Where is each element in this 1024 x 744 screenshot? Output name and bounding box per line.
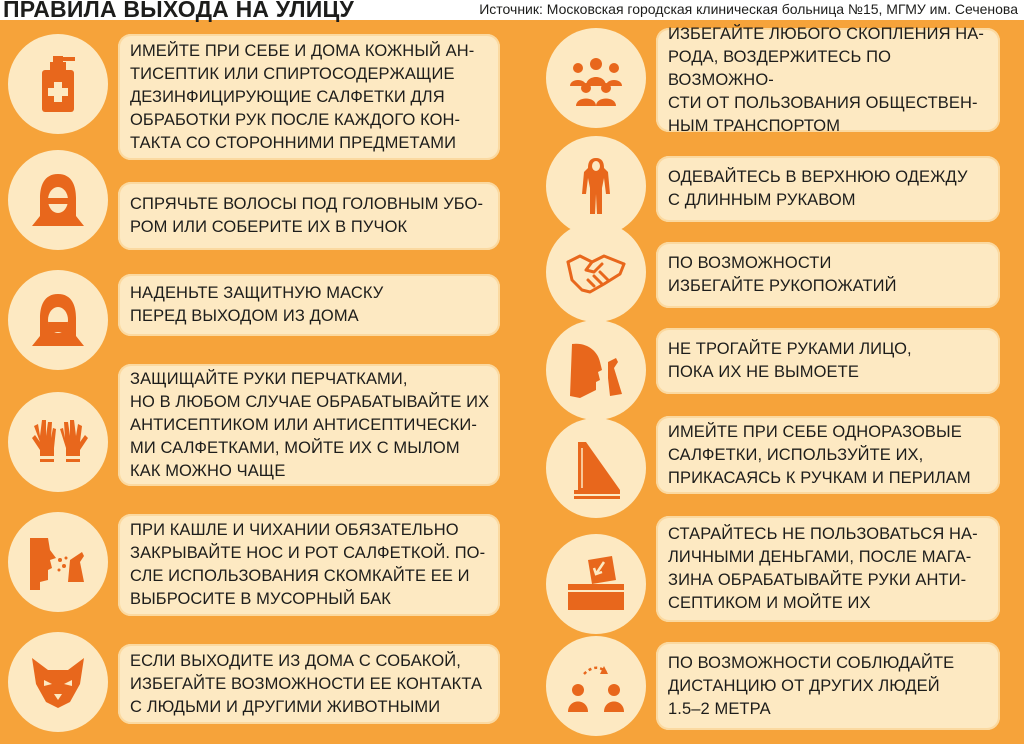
tip-text: ИМЕЙТЕ ПРИ СЕБЕ И ДОМА КОЖНЫЙ АН- ТИСЕПТИК ИЛИ СПИРТОСОДЕРЖАЩИЕ ДЕЗИНФИЦИРУЮЩИЕ САЛФЕТКИ ДЛЯ ОБРАБОТКИ РУК ПОСЛЕ КАЖДОГО КОН- ТАКТА СО СТОРОННИМИ ПРЕДМЕТАМИ bbox=[130, 41, 475, 152]
handshake-icon bbox=[546, 222, 646, 322]
tip-text: СТАРАЙТЕСЬ НЕ ПОЛЬЗОВАТЬСЯ НА- ЛИЧНЫМИ ДЕНЬГАМИ, ПОСЛЕ МАГА- ЗИНА ОБРАБАТЫВАЙТЕ РУКИ АНТИ- СЕПТИКОМ И МОЙТЕ ИХ bbox=[668, 525, 978, 612]
crowd-glyph bbox=[564, 46, 628, 110]
sanitizer-bottle-glyph bbox=[26, 52, 90, 116]
cash-glyph bbox=[564, 552, 628, 616]
tip-text: ОДЕВАЙТЕСЬ В ВЕРХНЮЮ ОДЕЖДУ С ДЛИННЫМ РУКАВОМ bbox=[668, 168, 968, 209]
tip-text: НЕ ТРОГАЙТЕ РУКАМИ ЛИЦО, ПОКА ИХ НЕ ВЫМОЕТЕ bbox=[668, 340, 912, 381]
tip-text: СПРЯЧЬТЕ ВОЛОСЫ ПОД ГОЛОВНЫМ УБО- РОМ ИЛИ СОБЕРИТЕ ИХ В ПУЧОК bbox=[130, 195, 484, 236]
napkins-glyph bbox=[564, 436, 628, 500]
face-mask-icon bbox=[8, 270, 108, 370]
crowd-icon bbox=[546, 28, 646, 128]
source-caption: Источник: Московская городская клиническая больница №15, МГМУ им. Сеченова bbox=[479, 1, 1018, 17]
tip-card bbox=[118, 644, 500, 724]
tip-text: НАДЕНЬТЕ ЗАЩИТНУЮ МАСКУ ПЕРЕД ВЫХОДОМ ИЗ ДОМА bbox=[130, 284, 384, 325]
protective-suit-glyph bbox=[564, 154, 628, 218]
tip-card bbox=[656, 242, 1000, 308]
napkins-icon bbox=[546, 418, 646, 518]
tip-text: ПО ВОЗМОЖНОСТИ ИЗБЕГАЙТЕ РУКОПОЖАТИЙ bbox=[668, 254, 897, 295]
tip-text: ПО ВОЗМОЖНОСТИ СОБЛЮДАЙТЕ ДИСТАНЦИЮ ОТ ДРУГИХ ЛЮДЕЙ 1.5–2 МЕТРА bbox=[668, 653, 955, 718]
gloves-glyph bbox=[26, 410, 90, 474]
tip-card bbox=[656, 516, 1000, 622]
tip-card bbox=[118, 514, 500, 616]
cash-icon bbox=[546, 534, 646, 634]
distance-icon bbox=[546, 636, 646, 736]
dog-icon bbox=[8, 632, 108, 732]
distance-glyph bbox=[564, 654, 628, 718]
protective-suit-icon bbox=[546, 136, 646, 236]
touch-face-glyph bbox=[564, 338, 628, 402]
tip-card bbox=[118, 274, 500, 336]
tip-text: ПРИ КАШЛЕ И ЧИХАНИИ ОБЯЗАТЕЛЬНО ЗАКРЫВАЙТЕ НОС И РОТ САЛФЕТКОЙ. ПО- СЛЕ ИСПОЛЬЗОВАНИЯ СКОМКАЙТЕ ЕЕ И ВЫБРОСИТЕ В МУСОРНЫЙ БАК bbox=[130, 521, 486, 608]
tip-text: ЗАЩИЩАЙТЕ РУКИ ПЕРЧАТКАМИ, НО В ЛЮБОМ СЛУЧАЕ ОБРАБАТЫВАЙТЕ ИХ АНТИСЕПТИКОМ ИЛИ АНТИСЕПТИЧЕСКИ- МИ САЛФЕТКАМИ, МОЙТЕ ИХ С МЫЛОМ КАК МОЖНО ЧАЩЕ bbox=[130, 369, 490, 480]
sanitizer-bottle-icon bbox=[8, 34, 108, 134]
sneeze-icon bbox=[8, 512, 108, 612]
tip-card bbox=[118, 34, 500, 160]
face-mask-glyph bbox=[26, 288, 90, 352]
dog-glyph bbox=[26, 650, 90, 714]
tip-text: ИМЕЙТЕ ПРИ СЕБЕ ОДНОРАЗОВЫЕ САЛФЕТКИ, ИСПОЛЬЗУЙТЕ ИХ, ПРИКАСАЯСЬ К РУЧКАМ И ПЕРИЛАМ bbox=[668, 422, 971, 487]
sneeze-glyph bbox=[26, 530, 90, 594]
head-covering-glyph bbox=[26, 168, 90, 232]
gloves-icon bbox=[8, 392, 108, 492]
head-covering-icon bbox=[8, 150, 108, 250]
tip-card bbox=[656, 24, 1000, 135]
tip-card bbox=[656, 328, 1000, 394]
tip-card bbox=[656, 156, 1000, 222]
touch-face-icon bbox=[546, 320, 646, 420]
handshake-glyph bbox=[564, 240, 628, 304]
page-title: ПРАВИЛА ВЫХОДА НА УЛИЦУ bbox=[3, 0, 355, 22]
tip-card bbox=[656, 642, 1000, 730]
tip-card bbox=[118, 182, 500, 250]
tip-text: ИЗБЕГАЙТЕ ЛЮБОГО СКОПЛЕНИЯ НА- РОДА, ВОЗДЕРЖИТЕСЬ ПО ВОЗМОЖНО- СТИ ОТ ПОЛЬЗОВАНИЯ ОБЩЕСТВЕН- НЫМ ТРАНСПОРТОМ bbox=[668, 24, 984, 135]
tip-text: ЕСЛИ ВЫХОДИТЕ ИЗ ДОМА С СОБАКОЙ, ИЗБЕГАЙТЕ ВОЗМОЖНОСТИ ЕЕ КОНТАКТА С ЛЮДЬМИ И ДРУГИМИ ЖИВОТНЫМИ bbox=[130, 651, 483, 716]
tip-card bbox=[118, 364, 500, 486]
header-bar bbox=[0, 0, 1024, 20]
tip-card bbox=[656, 416, 1000, 494]
